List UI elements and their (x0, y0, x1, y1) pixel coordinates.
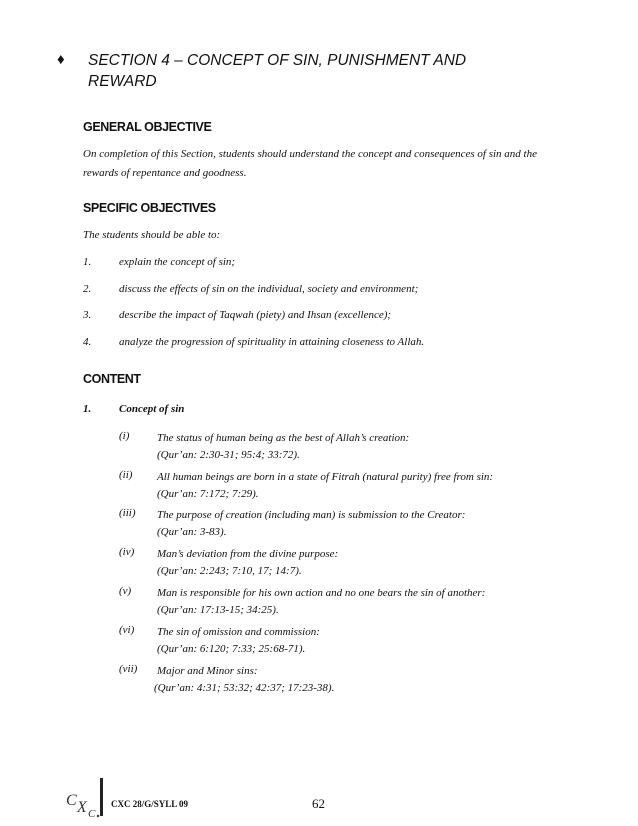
subitem-line1: The sin of omission and commission: (157, 626, 320, 638)
topic-title: Concept of sin (119, 403, 185, 415)
subitem-line1: The purpose of creation (including man) is submission to the Creator: (157, 509, 466, 521)
objective-text: analyze the progression of spirituality in attaining closeness to Allah. (119, 336, 425, 348)
svg-text:C: C (66, 792, 77, 809)
subitem-roman: (iii) (119, 507, 136, 519)
objective-number: 2. (83, 283, 92, 295)
subitem-reference: (Qur’an: 17:13-15; 34:25). (157, 604, 279, 616)
specific-objectives-heading: SPECIFIC OBJECTIVES (83, 201, 216, 215)
topic-number: 1. (83, 403, 92, 415)
subitem-line1: Man is responsible for his own action and no one bears the sin of another: (157, 587, 486, 599)
objective-number: 4. (83, 336, 92, 348)
section-title-line1: SECTION 4 – CONCEPT OF SIN, PUNISHMENT AND (88, 52, 467, 69)
subitem-text (154, 663, 335, 697)
specific-objectives-intro: The students should be able to: (83, 229, 221, 241)
subitem-reference: (Qur’an: 2:243; 7:10, 17; 14:7). (157, 565, 302, 577)
objective-text: describe the impact of Taqwah (piety) and Ihsan (excellence); (119, 309, 392, 321)
subitem-text (157, 585, 485, 619)
subitem-line1: Man’s deviation from the divine purpose: (157, 548, 339, 560)
subitem-line1: Major and Minor sins: (157, 665, 258, 677)
subitem-roman: (i) (119, 430, 130, 442)
objective-text: explain the concept of sin; (119, 256, 236, 268)
subitem-text (157, 469, 493, 503)
subitem-line1: All human beings are born in a state of Fitrah (natural purity) free from sin: (157, 471, 494, 483)
subitem-reference: (Qur’an: 6:120; 7:33; 25:68-71). (157, 643, 306, 655)
subitem-reference: (Qur’an: 3-83). (157, 526, 227, 538)
subitem-roman: (ii) (119, 469, 133, 481)
subitem-reference: (Qur’an: 7:172; 7:29). (157, 488, 259, 500)
content-heading: CONTENT (83, 372, 141, 386)
section-title (88, 50, 558, 92)
page-number: 62 (312, 796, 325, 811)
objective-text: discuss the effects of sin on the individual, society and environment; (119, 283, 419, 295)
objective-number: 1. (83, 256, 92, 268)
subitem-text (157, 546, 338, 580)
objective-number: 3. (83, 309, 92, 321)
subitem-roman: (vi) (119, 624, 135, 636)
section-title-line2: REWARD (88, 73, 157, 90)
subitem-roman: (iv) (119, 546, 135, 558)
general-objective-heading: GENERAL OBJECTIVE (83, 120, 212, 134)
subitem-text (157, 507, 465, 541)
subitem-line1: The status of human being as the best of Allah’s creation: (157, 432, 410, 444)
cxc-logo (66, 788, 100, 818)
subitem-text (157, 624, 320, 658)
general-objective-text: On completion of this Section, students should understand the concept and consequences of sin and the rewards of repentance and goodness. (83, 148, 537, 179)
svg-text:C: C (88, 808, 96, 818)
footer-divider (100, 778, 103, 816)
subitem-roman: (vii) (119, 663, 138, 675)
section-bullet: ♦ (57, 52, 65, 68)
subitem-roman: (v) (119, 585, 132, 597)
subitem-text (157, 430, 409, 464)
svg-text:X: X (77, 799, 87, 816)
footer-syllabus-code: CXC 28/G/SYLL 09 (111, 799, 189, 809)
subitem-reference: (Qur’an: 2:30-31; 95:4; 33:72). (157, 449, 300, 461)
subitem-reference: (Qur’an: 4:31; 53:32; 42:37; 17:23-38). (154, 682, 335, 694)
